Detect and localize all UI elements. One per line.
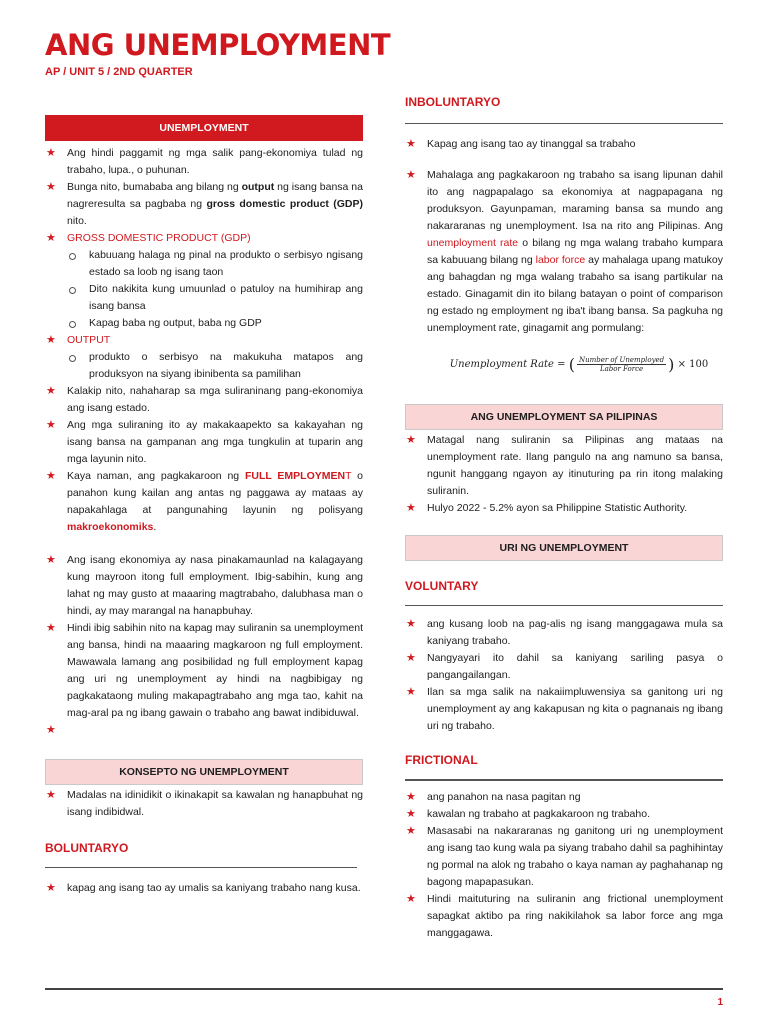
list-item: ★ Ang hindi paggamit ng mga salik pang-ekonomiya tulad ng trabaho, lupa., o puhunan.: [46, 147, 363, 176]
star-icon: ★: [46, 181, 56, 193]
konsepto-banner: KONSEPTO NG UNEMPLOYMENT: [45, 759, 363, 785]
star-icon: ★: [406, 825, 416, 837]
star-icon: ★: [46, 622, 56, 634]
unemployment-banner: UNEMPLOYMENT: [45, 115, 363, 141]
boluntaryo-heading: BOLUNTARYO: [45, 841, 129, 855]
list-item: ★ Kaya naman, ang pagkakaroon ng FULL EMPLOYMENT o panahon kung kailan ang antas ng paggawa ay mataas ay napakahlaga at pangunahing layunin ng polisyang makroekonomiks.: [46, 470, 363, 533]
list-item: ★ Hindi maituturing na suliranin ang frictional unemployment sapagkat aktibo pa ring nakikilahok sa labor force ang mga manggagawa.: [406, 893, 723, 939]
list-item: ★ Madalas na idinidikit o ikinakapit sa kawalan ng hanapbuhat ng isang indibidwal.: [46, 789, 363, 818]
formula-numerator: Number of Unemployed: [578, 356, 665, 364]
circle-bullet-icon: [69, 321, 76, 328]
unemployment-rate-formula: Unemployment Rate = ( $\frac{\text{Number of Unemployed}}{\text{Labor Force}}$ ) × 100: [449, 355, 709, 374]
list-item: ★ kapag ang isang tao ay umalis sa kaniyang trabaho nang kusa.: [45, 880, 363, 897]
star-icon: ★: [406, 138, 416, 150]
frictional-heading: FRICTIONAL: [405, 753, 478, 767]
star-icon: ★: [46, 470, 56, 482]
divider: [45, 867, 357, 868]
star-icon: ★: [46, 147, 56, 159]
formula-denominator: Labor Force: [599, 365, 644, 373]
left-column: [45, 115, 363, 897]
star-icon: ★: [406, 618, 416, 630]
pilipinas-banner: ANG UNEMPLOYMENT SA PILIPINAS: [405, 404, 723, 430]
list-item: ★ Kapag ang isang tao ay tinanggal sa trabaho: [405, 136, 723, 153]
divider: [405, 779, 723, 781]
star-icon: ★: [46, 789, 56, 801]
circle-bullet-icon: [69, 253, 76, 260]
inboluntaryo-list: [405, 136, 723, 337]
star-icon: ★: [46, 419, 56, 431]
list-item: ★ Nangyayari ito dahil sa kaniyang sariling pasya o pangangailangan.: [406, 652, 723, 681]
list-item: [45, 722, 363, 739]
star-icon: ★: [406, 652, 416, 664]
star-icon: ★: [46, 724, 56, 736]
inboluntaryo-heading: INBOLUNTARYO: [405, 95, 501, 109]
star-icon: ★: [406, 791, 416, 803]
list-item: ★ kawalan ng trabaho at pagkakaroon ng trabaho.: [405, 806, 723, 823]
page-number: 1: [717, 997, 723, 1008]
star-icon: ★: [46, 882, 56, 894]
unemployment-list: [45, 145, 363, 536]
sub-item: kabuuang halaga ng pinal na produkto o serbisyo ngisang estado sa loob ng isang taon: [67, 247, 363, 281]
uri-banner: URI NG UNEMPLOYMENT: [405, 535, 723, 561]
voluntary-list: [405, 616, 723, 735]
list-item: ★ Hindi ibig sabihin nito na kapag may suliranin sa unemployment ang bansa, hindi na maaaring magkaroon ng full employment. Mawawala lamang ang posibilidad ng full employment kapag ang uri ng unemployment ay hindi na nagbibigay ng pagkakataong muling makapagtrabaho ang mga tao, kahit na mag-aral pa ng ibang gawain o trabaho ang bawat indibiduwal.: [46, 622, 363, 719]
gdp-sublist: [67, 247, 363, 332]
circle-bullet-icon: [69, 355, 76, 362]
full-employment-list: [45, 552, 363, 739]
boluntaryo-list: [45, 880, 363, 897]
list-item: ★ Ang mga suliraning ito ay makakaapekto sa kakayahan ng isang bansa na gampanan ang mga tungkulin at tuparin ang mga layunin nito.: [46, 419, 363, 465]
list-item: ★ GROSS DOMESTIC PRODUCT (GDP) kabuuang halaga ng pinal na produkto o serbisyo ngisang estado sa loob ng isang taon Dito nakikita kung umuunlad o patuloy na humihirap ang isang bansa Kapag baba ng output, baba ng GDP: [45, 230, 363, 332]
list-item: ★ ang panahon na nasa pagitan ng: [405, 789, 723, 806]
sub-item: Dito nakikita kung umuunlad o patuloy na humihirap ang isang bansa: [67, 281, 363, 315]
frictional-list: [405, 789, 723, 942]
sub-item: Kapag baba ng output, baba ng GDP: [67, 315, 363, 332]
circle-bullet-icon: [69, 287, 76, 294]
star-icon: ★: [46, 385, 56, 397]
list-item: ★ Ilan sa mga salik na nakaiimpluwensiya sa ganitong uri ng unemployment ay ang kakapusan ng kita o pagnanais ng ibang uri ng trabaho.: [406, 686, 723, 732]
star-icon: ★: [406, 502, 416, 514]
divider: [405, 123, 723, 124]
divider: [405, 605, 723, 606]
list-item: ★ Mahalaga ang pagkakaroon ng trabaho sa isang lipunan dahil ito ang nagpapalago sa ekonomiya at nagpapagana ng produksyon. Gayunpaman, maraming bansa sa mundo ang nakararanas ng unemployment. Isa na rito ang Pilipinas. Ang unemployment rate o bilang ng mga walang trabaho kumpara sa kabuuang bilang ng labor force ay mahalaga upang matukoy ang bahagdan ng mga walang trabaho sa isang partikular na estado. Ginagamit din ito bilang batayan o point of comparison ng estado ng employment ng iba't ibang bansa. Sa pagkuha ng unemployment rate, ginagamit ang pormulang:: [406, 169, 724, 334]
list-item: ★ ang kusang loob na pag-alis ng isang manggagawa mula sa kaniyang trabaho.: [406, 618, 723, 647]
star-icon: ★: [406, 434, 416, 446]
list-item: ★ Hulyo 2022 - 5.2% ayon sa Philippine Statistic Authority.: [405, 500, 723, 517]
list-item: ★ Masasabi na nakararanas ng ganitong uri ng unemployment ang isang tao kung wala pa siyang trabaho dahil sa paghihintay ng pormal na alok ng trabaho o kaya naman ay paghahanap ng bagong mapapasukan.: [406, 825, 723, 888]
list-item: ★ OUTPUT produkto o serbisyo na makukuha matapos ang produksyon na siyang ibinibenta sa pamilihan: [45, 332, 363, 383]
list-item: ★ Ang isang ekonomiya ay nasa pinakamaunlad na kalagayang kung mayroon itong full employment. Ibig-sabihin, kung ang lahat ng may gusto at maaaring magtrabaho, dalubhasa man o hindi, ay may marangal na hanapbuhay.: [46, 554, 363, 617]
page-title: ANG UNEMPLOYMENT: [45, 28, 391, 62]
star-icon: ★: [406, 686, 416, 698]
footer-divider: [45, 988, 723, 990]
list-item: ★ Kalakip nito, nahaharap sa mga suliraninang pang-ekonomiya ang isang estado.: [46, 385, 363, 414]
pilipinas-list: [405, 432, 723, 517]
list-item: ★ Bunga nito, bumababa ang bilang ng output ng isang bansa na nagreresulta sa pagbaba ng gross domestic product (GDP) nito.: [46, 181, 364, 227]
list-item: ★ Matagal nang suliranin sa Pilipinas ang mataas na unemployment rate. Ilang pangulo na ang namuno sa bansa, ngunit hanggang ngayon ay itinuturing pa rin itong malaking suliranin.: [406, 434, 723, 497]
voluntary-heading: VOLUNTARY: [405, 579, 479, 593]
konsepto-list: [45, 787, 363, 821]
star-icon: ★: [46, 554, 56, 566]
right-column: [405, 95, 723, 942]
star-icon: ★: [406, 169, 416, 181]
page-subtitle: AP / UNIT 5 / 2ND QUARTER: [45, 66, 193, 78]
star-icon: ★: [406, 893, 416, 905]
output-sublist: [67, 349, 363, 383]
star-icon: ★: [406, 808, 416, 820]
star-icon: ★: [46, 334, 56, 346]
star-icon: ★: [46, 232, 56, 244]
sub-item: produkto o serbisyo na makukuha matapos ang produksyon na siyang ibinibenta sa pamilihan: [67, 349, 363, 383]
